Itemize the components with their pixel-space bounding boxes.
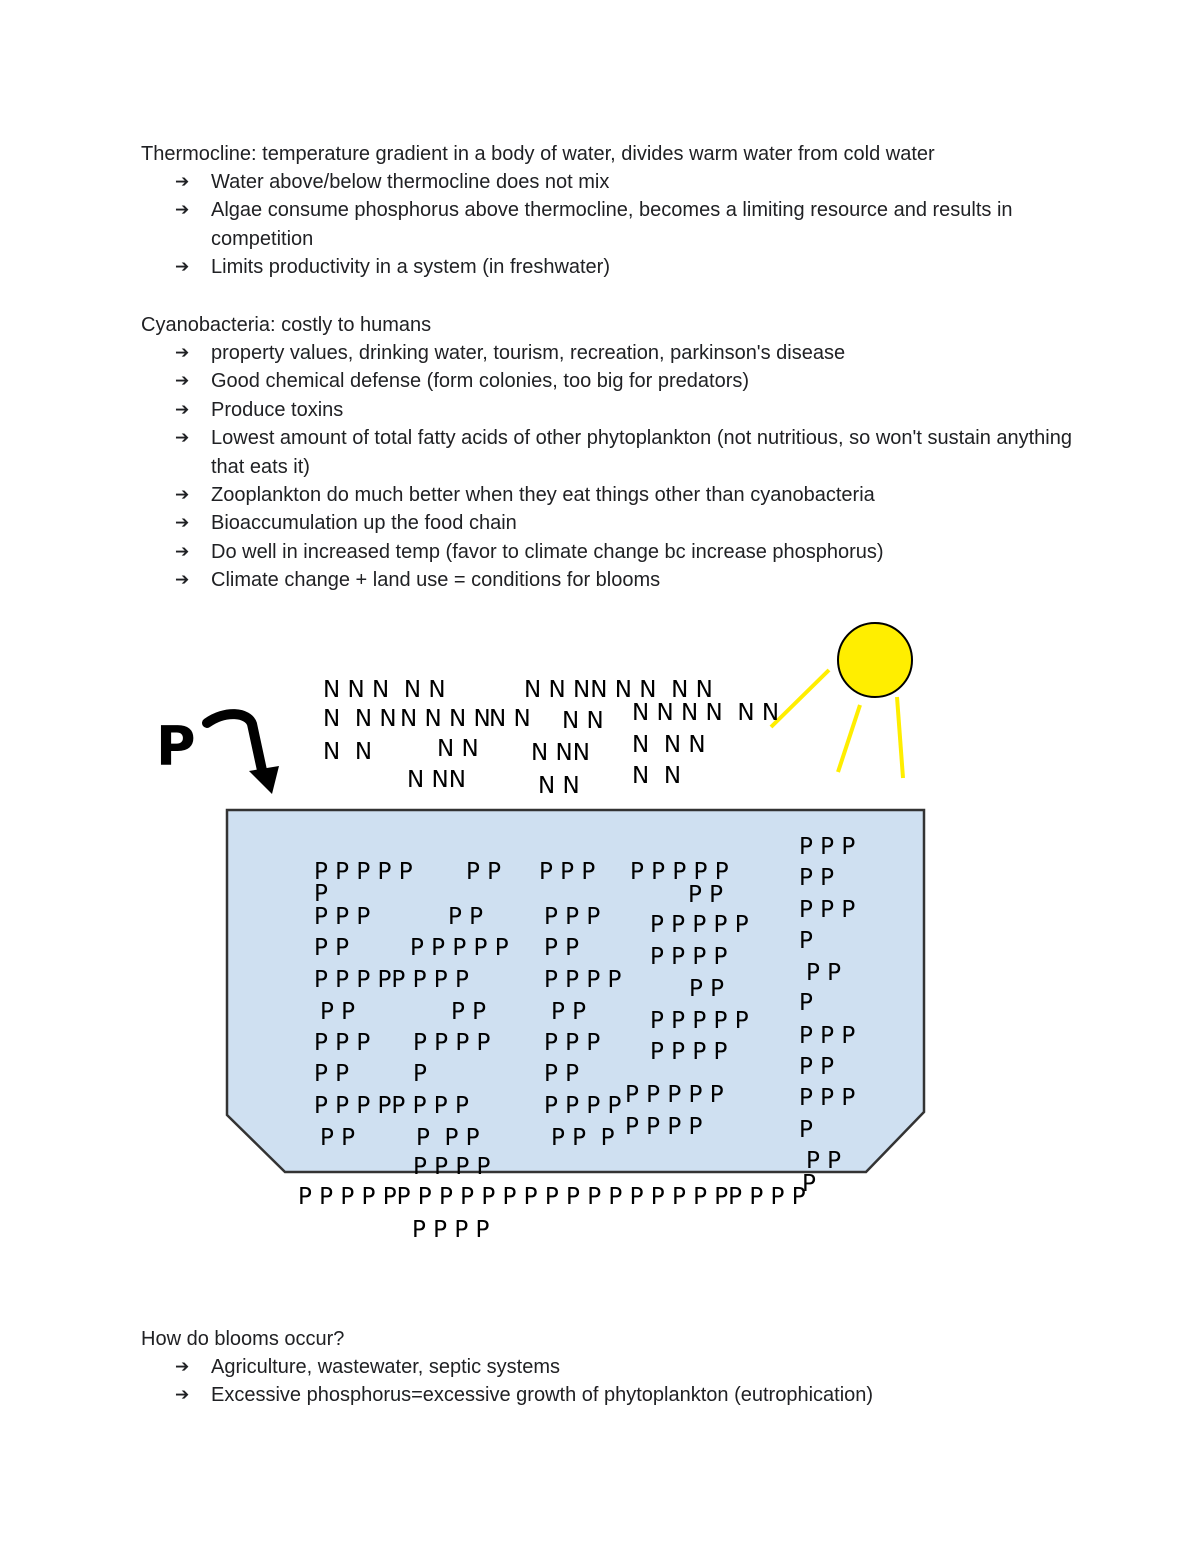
nitrogen-label: N NN	[531, 740, 590, 766]
phosphorus-label: P P P P P	[650, 912, 749, 938]
arrow-icon: ➔	[175, 343, 190, 362]
curved-arrow-icon	[207, 714, 279, 794]
phosphorus-input-label: P	[156, 715, 196, 778]
nitrogen-label: N N	[437, 736, 479, 762]
phosphorus-label: P P	[320, 999, 356, 1025]
nitrogen-label: N N N N N N	[632, 700, 780, 726]
phosphorus-label: P P	[448, 904, 484, 930]
nitrogen-label: N NN	[407, 767, 466, 793]
phosphorus-label: P	[799, 1117, 813, 1143]
nitrogen-label: N N N	[323, 706, 397, 732]
list-item-text: Bioaccumulation up the food chain	[211, 512, 517, 535]
nitrogen-label: N N NN N N N N	[524, 677, 713, 703]
phosphorus-label: P P P	[416, 1125, 480, 1151]
phosphorus-label: P	[802, 1171, 816, 1197]
phosphorus-label: P P P P P	[625, 1082, 724, 1108]
phosphorus-label: P P P	[799, 834, 856, 860]
phosphorus-label: P	[314, 881, 328, 907]
phosphorus-label: P P	[806, 1148, 842, 1174]
phosphorus-label: P P	[314, 1061, 350, 1087]
list-item-text: Algae consume phosphorus above thermocline, becomes a limiting resource and results in competition	[211, 199, 1013, 250]
phosphorus-label: P P P PP P P P	[314, 1093, 469, 1119]
phosphorus-label: P P	[799, 1054, 835, 1080]
arrow-icon: ➔	[175, 570, 190, 590]
nitrogen-label: N N	[562, 708, 604, 734]
phosphorus-label: P P P P P	[630, 859, 729, 885]
nitrogen-label: N N N N	[400, 706, 491, 732]
arrow-icon: ➔	[175, 485, 190, 505]
phosphorus-label: P P P	[799, 1023, 856, 1049]
section-cyanobacteria	[141, 311, 1081, 595]
phosphorus-label: P P	[689, 976, 725, 1002]
list-item	[141, 196, 1081, 253]
sun-ray	[838, 705, 860, 772]
list-item	[141, 509, 1081, 537]
phosphorus-label: P P P P	[413, 1030, 491, 1056]
list-item-text: Lowest amount of total fatty acids of other phytoplankton (not nutritious, so won't sustain anything that eats it)	[211, 427, 1072, 478]
phosphorus-label: P P	[320, 1125, 356, 1151]
section-thermocline	[141, 140, 1081, 282]
bullet-list-blooms	[141, 1353, 1081, 1410]
list-item-text: Climate change + land use = conditions for blooms	[211, 569, 661, 592]
bullet-list-cyanobacteria	[141, 339, 1081, 595]
list-item	[141, 339, 1081, 367]
phosphorus-label: P P	[799, 865, 835, 891]
lake-nutrient-diagram	[0, 600, 1200, 1260]
arrow-icon: ➔	[175, 371, 190, 391]
arrow-icon: ➔	[175, 428, 190, 448]
section-blooms	[141, 1325, 1081, 1410]
arrow-icon: ➔	[175, 541, 190, 561]
list-item	[141, 1381, 1081, 1409]
phosphorus-label: P	[799, 928, 813, 954]
list-item	[141, 566, 1081, 594]
phosphorus-label: P P	[466, 859, 502, 885]
phosphorus-label: P P P P P	[650, 1008, 749, 1034]
phosphorus-label: P	[799, 990, 813, 1016]
phosphorus-label: P P	[451, 999, 487, 1025]
list-item	[141, 396, 1081, 424]
heading-thermocline: Thermocline: temperature gradient in a body of water, divides warm water from cold water	[141, 143, 935, 165]
arrow-icon: ➔	[175, 200, 190, 220]
list-item-text: Do well in increased temp (favor to climate change bc increase phosphorus)	[211, 540, 884, 563]
list-item-text: Produce toxins	[211, 398, 344, 421]
phosphorus-label: P P P P P	[410, 935, 509, 961]
list-item	[141, 538, 1081, 566]
list-item-text: Excessive phosphorus=excessive growth of phytoplankton (eutrophication)	[211, 1384, 874, 1407]
nitrogen-label: N N	[632, 763, 682, 789]
phosphorus-label: P P P	[551, 1125, 615, 1151]
arrow-icon: ➔	[175, 399, 190, 419]
nitrogen-label: N N N	[632, 732, 706, 758]
phosphorus-label: P P P P	[650, 1039, 728, 1065]
arrow-icon: ➔	[175, 172, 190, 191]
list-item-text: Agriculture, wastewater, septic systems	[211, 1356, 561, 1378]
phosphorus-label: P P P	[799, 897, 856, 923]
nitrogen-label: N N	[538, 773, 580, 799]
list-item-text: Zooplankton do much better when they eat things other than cyanobacteria	[211, 484, 875, 507]
phosphorus-label: P P P P	[412, 1217, 490, 1243]
phosphorus-label: P P P	[539, 859, 596, 885]
list-item	[141, 424, 1081, 481]
arrow-icon: ➔	[175, 1385, 190, 1405]
phosphorus-label: P P P P	[625, 1114, 703, 1140]
arrow-icon: ➔	[175, 1357, 190, 1376]
list-item-text: Water above/below thermocline does not mix	[211, 171, 610, 193]
sun-ray	[771, 670, 829, 727]
phosphorus-label: P P P P P	[314, 859, 413, 885]
phosphorus-label: P P P P	[544, 1093, 622, 1119]
arrow-icon: ➔	[175, 513, 190, 533]
phosphorus-sediment-row: P P P P PP P P P P P P P P P P P P P P PP P P P	[298, 1184, 806, 1210]
phosphorus-label: P P P	[314, 904, 371, 930]
list-item-text: property values, drinking water, tourism, recreation, parkinson's disease	[211, 342, 846, 364]
phosphorus-label: P P	[688, 882, 724, 908]
list-item	[141, 367, 1081, 395]
sun-icon	[838, 623, 912, 697]
phosphorus-label: P P	[544, 1061, 580, 1087]
nitrogen-label: N N N N N	[323, 677, 446, 703]
sun-ray	[897, 697, 903, 778]
phosphorus-label: P P P PP P P P	[314, 967, 469, 993]
phosphorus-label: P P P P	[650, 944, 728, 970]
phosphorus-label: P P P	[799, 1085, 856, 1111]
phosphorus-label: P P P	[314, 1030, 371, 1056]
phosphorus-label: P P	[544, 935, 580, 961]
heading-cyanobacteria: Cyanobacteria: costly to humans	[141, 314, 432, 336]
list-item-text: Good chemical defense (form colonies, too big for predators)	[211, 370, 750, 393]
phosphorus-label: P P P P	[413, 1154, 491, 1180]
list-item	[141, 481, 1081, 509]
nitrogen-label: N N	[323, 739, 373, 765]
phosphorus-label: P P P P	[544, 967, 622, 993]
list-item	[141, 253, 1081, 281]
list-item-text: Limits productivity in a system (in freshwater)	[211, 256, 611, 279]
phosphorus-label: P P	[314, 935, 350, 961]
phosphorus-label: P P	[806, 960, 842, 986]
list-item	[141, 168, 1081, 196]
heading-blooms: How do blooms occur?	[141, 1328, 345, 1350]
bullet-list-thermocline	[141, 168, 1081, 282]
phosphorus-label: P P	[551, 999, 587, 1025]
arrow-icon: ➔	[175, 257, 190, 277]
list-item	[141, 1353, 1081, 1381]
phosphorus-label: P	[413, 1061, 427, 1087]
nitrogen-label: N N	[489, 706, 531, 732]
phosphorus-label: P P P	[544, 1030, 601, 1056]
phosphorus-label: P P P	[544, 904, 601, 930]
